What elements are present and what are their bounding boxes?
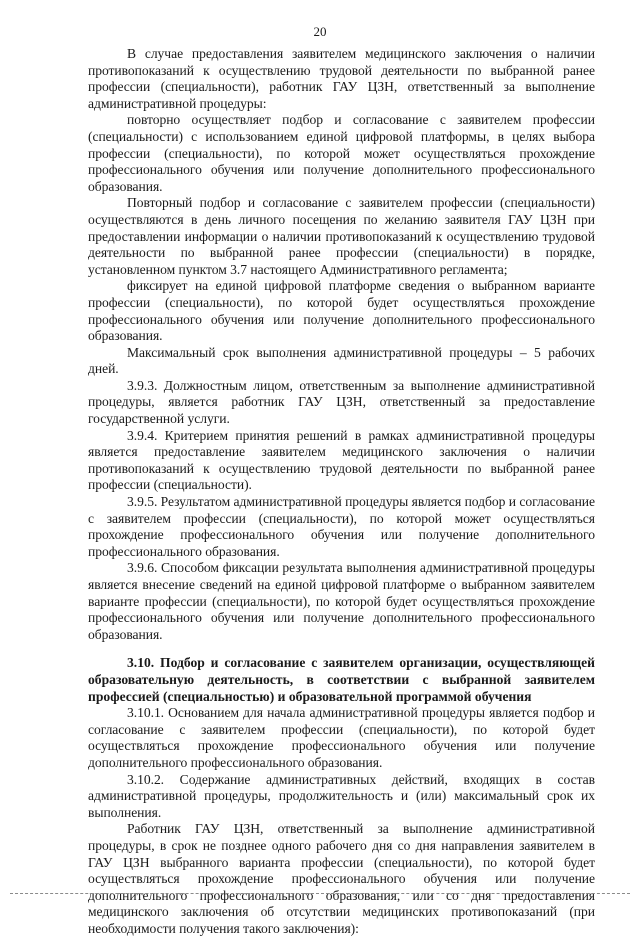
- paragraph: Максимальный срок выполнения административной процедуры – 5 рабочих дней.: [88, 344, 595, 377]
- paragraph: В случае предоставления заявителем медицинского заключения о наличии противопоказаний к осуществлению трудовой деятельности по выбранной ранее профессии (специальности), работник ГАУ ЦЗН, ответственный за выполнение административной процедуры:: [88, 46, 595, 111]
- paragraph: 3.10.2. Содержание административных действий, входящих в состав административной процедуры, продолжительность и (или) максимальный срок их выполнения.: [88, 771, 595, 820]
- paragraph: 3.9.5. Результатом административной процедуры является подбор и согласование с заявителем профессии (специальности), по которой может осуществляться прохождение профессионального обучения или получение дополнительного профессионального образования.: [88, 494, 595, 559]
- document-body: [88, 46, 595, 937]
- footer-divider: [10, 893, 630, 894]
- paragraph: фиксирует на единой цифровой платформе сведения о выбранном варианте профессии (специальности), по которой будет осуществляться прохождение профессионального обучения или получение дополнительного профессионального образования.: [88, 278, 595, 344]
- paragraph: Повторный подбор и согласование с заявителем профессии (специальности) осуществляются в день личного посещения по желанию заявителя ГАУ ЦЗН при предоставлении информации о наличии противопоказаний к осуществлению трудовой деятельности по выбранной ранее профессии (специальности) в порядке, установленном пунктом 3.7 настоящего Административного регламента;: [88, 195, 595, 277]
- paragraph: 3.9.6. Способом фиксации результата выполнения административной процедуры является внесение сведений на единой цифровой платформе о выбранном заявителем варианте профессии (специальности), по которой будет осуществляться прохождение профессионального обучения или получение дополнительного профессионального образования.: [88, 560, 595, 642]
- paragraph: Работник ГАУ ЦЗН, ответственный за выполнение административной процедуры, в срок не позднее одного рабочего дня со дня направления заявителем в ГАУ ЦЗН выбранного варианта профессии (специальности), по которой будет осуществляться прохождение профессионального обучения или получение дополнительного профессионального образования, или со дня предоставления медицинского заключения об отсутствии медицинских противопоказаний (при необходимости получения такого заключения):: [88, 821, 595, 936]
- section-heading: 3.10. Подбор и согласование с заявителем организации, осуществляющей образовательную деятельность, в соответствии с выбранной заявителем профессией (специальностью) и образовательной программой обучения: [88, 655, 595, 704]
- paragraph: повторно осуществляет подбор и согласование с заявителем профессии (специальности) с использованием единой цифровой платформы, в целях выбора профессии (специальности), по которой может осуществляться прохождение профессионального обучения или получение дополнительного профессионального образования.: [88, 112, 595, 194]
- paragraph: 3.9.4. Критерием принятия решений в рамках административной процедуры является предоставление заявителем медицинского заключения о наличии противопоказаний к осуществлению трудовой деятельности по выбранной ранее профессии (специальности).: [88, 427, 595, 493]
- paragraph: 3.9.3. Должностным лицом, ответственным за выполнение административной процедуры, является работник ГАУ ЦЗН, ответственный за предоставление государственной услуги.: [88, 377, 595, 427]
- page-number: 20: [313, 24, 327, 39]
- paragraph: 3.10.1. Основанием для начала административной процедуры является подбор и согласование с заявителем профессии (специальности), по которой будет осуществляться прохождение профессионального обучения или получение дополнительного профессионального образования.: [88, 705, 595, 770]
